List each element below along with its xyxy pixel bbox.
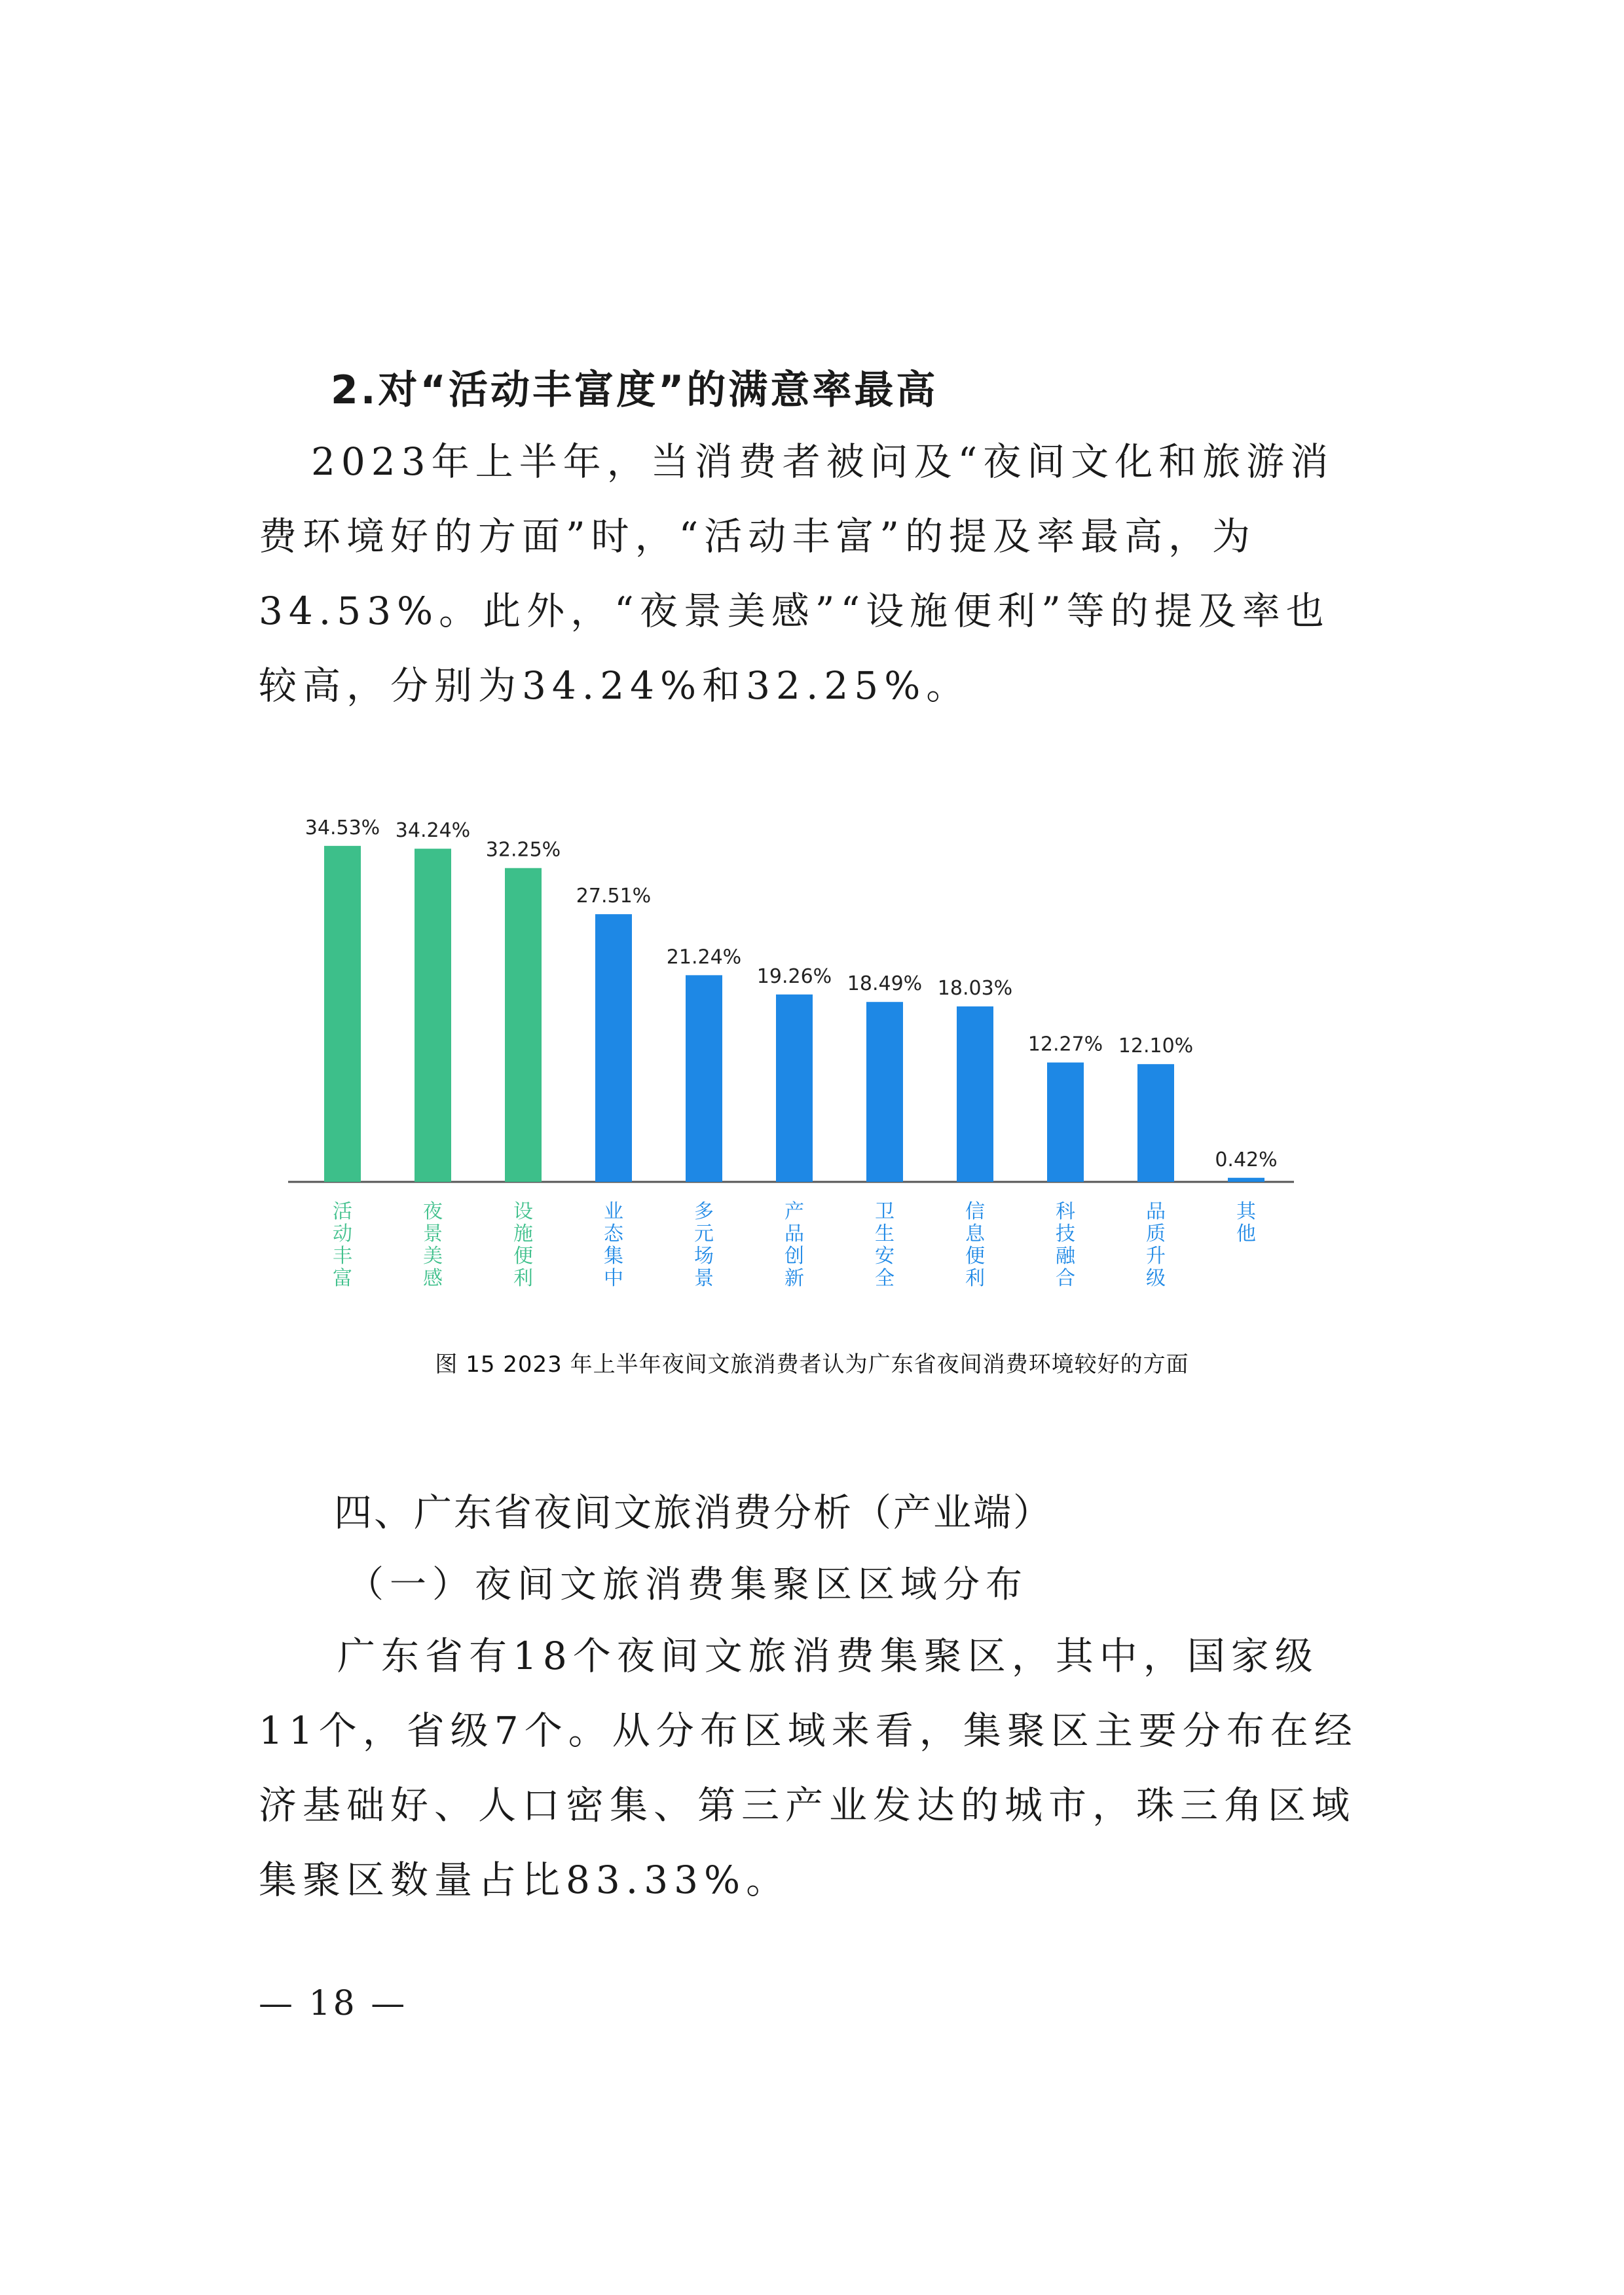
category-label: 技 (1056, 1222, 1075, 1245)
category-label: 科 (1056, 1200, 1075, 1223)
category-label: 升 (1146, 1245, 1166, 1268)
category-label: 息 (965, 1222, 985, 1245)
category-label: 产 (784, 1200, 804, 1223)
bar (415, 849, 451, 1182)
category-label: 中 (604, 1267, 623, 1290)
category-label: 新 (784, 1267, 804, 1290)
figure-caption: 图 15 2023 年上半年夜间文旅消费者认为广东省夜间消费环境较好的方面 (435, 1351, 1189, 1378)
data-label: 12.27% (1027, 1033, 1103, 1056)
category-label: 合 (1056, 1267, 1075, 1290)
data-label: 19.26% (756, 964, 832, 988)
category-label: 生 (875, 1222, 895, 1245)
category-label: 便 (513, 1245, 533, 1268)
data-label: 21.24% (666, 946, 742, 969)
category-label: 富 (333, 1267, 352, 1290)
category-label: 安 (875, 1245, 895, 1268)
category-label: 设 (513, 1200, 533, 1223)
category-label: 便 (965, 1245, 985, 1268)
bar (324, 846, 361, 1182)
bar (866, 1002, 903, 1182)
category-label: 场 (694, 1245, 714, 1268)
bar (957, 1006, 993, 1182)
category-label: 其 (1236, 1200, 1256, 1223)
category-label: 融 (1056, 1245, 1075, 1268)
data-label: 34.24% (395, 819, 471, 843)
category-label: 质 (1146, 1222, 1166, 1245)
category-label: 利 (513, 1267, 533, 1290)
data-label: 27.51% (576, 885, 652, 908)
category-label: 感 (423, 1267, 443, 1290)
bar (1228, 1178, 1264, 1182)
category-label: 品 (1146, 1200, 1166, 1223)
category-label: 多 (694, 1200, 714, 1223)
bar (686, 975, 722, 1182)
category-label: 信 (965, 1200, 985, 1223)
category-label: 施 (513, 1222, 533, 1245)
bar (1137, 1064, 1174, 1182)
data-label: 18.49% (847, 972, 923, 996)
category-label: 动 (333, 1222, 352, 1245)
data-label: 34.53% (304, 816, 380, 839)
category-label: 元 (694, 1222, 714, 1245)
category-label: 态 (604, 1222, 623, 1245)
paragraph-distribution: 广东省有18个夜间文旅消费集聚区，其中，国家级11个，省级7个。从分布区域来看，集聚区主要分布在经济基础好、人口密集、第三产业发达的城市，珠三角区域集聚区数量占比83.33%。 (259, 1634, 1358, 1902)
category-label: 景 (694, 1267, 714, 1290)
paragraph-satisfaction: 2023年上半年，当消费者被问及“夜间文化和旅游消费环境好的方面”时，“活动丰富”的提及率最高，为34.53%。此外，“夜景美感”“设施便利”等的提及率也较高，分别为34.24%和32.25%。 (259, 439, 1335, 708)
page-number: — 18 — (259, 1984, 408, 2023)
bar-chart (288, 779, 1310, 1316)
category-label: 美 (423, 1245, 443, 1268)
bar-chart-svg (288, 779, 1310, 1316)
category-label: 他 (1236, 1222, 1256, 1245)
section-heading: 四、广东省夜间文旅消费分析（产业端） (334, 1490, 1054, 1535)
bar (776, 995, 813, 1182)
category-label: 集 (604, 1245, 623, 1268)
data-label: 18.03% (937, 977, 1013, 1001)
bar (1047, 1063, 1084, 1182)
category-label: 创 (784, 1245, 804, 1268)
category-label: 景 (423, 1222, 443, 1245)
category-label: 卫 (875, 1200, 895, 1223)
subsection-heading: 2.对“活动丰富度”的满意率最高 (331, 367, 938, 413)
bar (595, 914, 632, 1182)
subsection-heading-regional: （一）夜间文旅消费集聚区区域分布 (347, 1564, 1028, 1606)
category-label: 活 (333, 1200, 352, 1223)
category-label: 全 (875, 1267, 895, 1290)
category-label: 级 (1146, 1267, 1166, 1290)
category-label: 品 (784, 1222, 804, 1245)
data-label: 12.10% (1118, 1035, 1194, 1058)
category-label: 丰 (333, 1245, 352, 1268)
category-label: 业 (604, 1200, 623, 1223)
data-label: 32.25% (485, 838, 561, 862)
bar (505, 868, 542, 1182)
category-label: 利 (965, 1267, 985, 1290)
category-label: 夜 (423, 1200, 443, 1223)
data-label: 0.42% (1215, 1148, 1278, 1171)
